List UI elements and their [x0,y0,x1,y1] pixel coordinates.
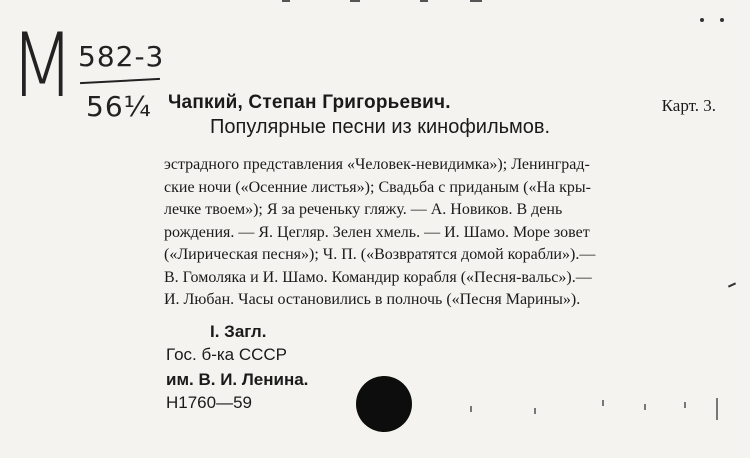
speck [470,406,472,412]
scan-specks [430,398,730,428]
contents-line: лечке твоем»); Я за реченьку гляжу. — А. Новиков. В день [164,201,563,218]
handwritten-shelfmark-bottom: 56¼ [86,90,152,123]
scan-mark [470,0,482,2]
contents-note [164,154,724,312]
scan-mark [350,0,360,2]
card-number: Карт. 3. [661,96,716,115]
scan-mark [282,0,290,2]
scan-dot [720,18,724,22]
contents-line: («Лирическая песня»); Ч. П. («Возвратятся домой корабли»).— [164,246,596,263]
speck [602,400,604,406]
handwritten-shelfmark-top: 582-3 [78,40,165,73]
library-name-cont: им. В. И. Ленина. [166,370,309,389]
contents-line: И. Любан. Часы остановились в полночь («Песня Марины»). [164,291,581,308]
speck [716,398,718,420]
contents-line: ские ночи («Осенние листья»); Свадьба с приданым («На кры- [164,178,591,196]
contents-line: рождения. — Я. Цегляр. Зелен хмель. — И. Шамо. Море зовет [164,223,590,241]
punch-hole [356,376,412,432]
subject-entry: I. Загл. [210,322,267,341]
library-name: Гос. б-ка СССР [166,345,288,364]
scan-dot [700,18,704,22]
call-number: Н1760—59 [166,393,253,412]
title-line: Популярные песни из кинофильмов. [210,116,551,138]
speck [644,404,646,410]
speck [684,402,686,408]
contents-line: В. Гомоляка и И. Шамо. Командир корабля («Песня-вальс»).— [164,268,592,286]
scan-mark [420,0,428,2]
handwritten-letter: М [10,14,75,117]
author-heading: Чапкий, Степан Григорьевич. [168,92,451,113]
scan-mark [728,282,736,287]
handwritten-fraction-line [80,78,160,84]
speck [534,408,536,414]
contents-line: эстрадного представления «Человек-невидимка»); Ленинград- [164,156,590,173]
